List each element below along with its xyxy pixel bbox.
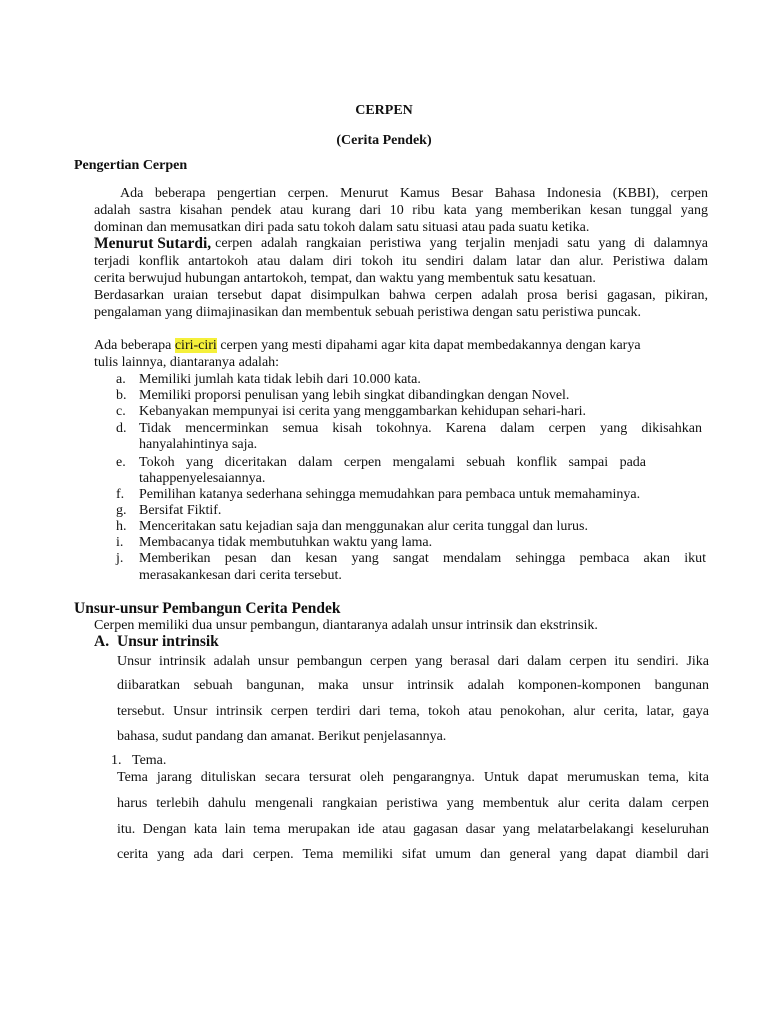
tema-line: itu. Dengan kata lain tema merupakan ide atau gagasan dasar yang melatarbelakangi keseluruhan (117, 822, 709, 837)
list-marker: d. (116, 421, 127, 436)
tema-line: cerita yang ada dari cerpen. Tema memiliki sifat umum dan general yang dapat diambil dari (117, 847, 709, 862)
tema-line: harus terlebih dahulu mengenali rangkaian peristiwa yang membentuk alur cerita dalam cerpen (117, 796, 709, 811)
tema-line: Tema jarang dituliskan secara tersurat oleh pengarangnya. Untuk dapat merumuskan tema, kita (117, 770, 709, 785)
list-item: Kebanyakan mempunyai isi cerita yang menggambarkan kehidupan sehari-hari. (139, 404, 587, 419)
list-item: Memiliki jumlah kata tidak lebih dari 10.000 kata. (139, 372, 421, 387)
list-item: Memberikan pesan dan kesan yang sangat mendalam sehingga pembaca akan ikut (139, 551, 706, 566)
intrinsik-line: diibaratkan sebuah bangunan, maka unsur intrinsik adalah komponen-komponen bangunan (117, 678, 709, 693)
list-marker: j. (116, 551, 124, 566)
para2-line: pengalaman yang diimajinasikan dan membentuk sebuah peristiwa dengan satu peristiwa puncak. (94, 305, 642, 320)
para1-line: adalah sastra kisahan pendek atau kurang dari 10 ribu kata yang memberikan kesan tunggal yang (94, 203, 708, 218)
ciri-intro-post: cerpen yang mesti dipahami agar kita dapat membedakannya dengan karya (216, 338, 641, 353)
para1-line: dominan dan memusatkan diri pada satu tokoh dalam satu situasi atau pada suatu ketika. (94, 220, 590, 235)
doc-title: CERPEN (355, 103, 413, 118)
list-item: Bersifat Fiktif. (139, 503, 222, 518)
list-marker: a. (116, 372, 126, 387)
doc-subtitle: (Cerita Pendek) (336, 133, 432, 148)
list-marker: e. (116, 455, 126, 470)
para2-line: terjadi konflik antartokoh atau dalam diri tokoh itu sendiri dalam latar dan alur. Peristiwa dalam (94, 254, 708, 269)
sutardi-line (94, 235, 708, 252)
list-item-cont: merasakankesan dari cerita tersebut. (139, 568, 342, 583)
list-marker: h. (116, 519, 127, 534)
list-item-cont: tahappenyelesaiannya. (139, 471, 266, 486)
list-item: Tidak mencerminkan semua kisah tokohnya. Karena dalam cerpen yang dikisahkan (139, 421, 702, 436)
intrinsik-line: tersebut. Unsur intrinsik cerpen terdiri dari tema, tokoh atau penokohan, alur cerita, latar, gaya (117, 704, 709, 719)
list-item: Pemilihan katanya sederhana sehingga memudahkan para pembaca untuk memahaminya. (139, 487, 641, 502)
list-marker: g. (116, 503, 127, 518)
section2-intro: Cerpen memiliki dua unsur pembangun, diantaranya adalah unsur intrinsik dan ekstrinsik. (94, 618, 598, 633)
list-item: Memiliki proporsi penulisan yang lebih singkat dibandingkan dengan Novel. (139, 388, 570, 403)
list-marker: c. (116, 404, 126, 419)
para1-line: Ada beberapa pengertian cerpen. Menurut Kamus Besar Bahasa Indonesia (KBBI), cerpen (120, 186, 708, 201)
subheading-intrinsik: Unsur intrinsik (117, 633, 219, 650)
item-tema-label: Tema. (132, 753, 167, 768)
list-item: Tokoh yang diceritakan dalam cerpen mengalami sebuah konflik sampai pada (139, 455, 646, 470)
list-marker: b. (116, 388, 127, 403)
highlighted-text: ciri-ciri (174, 338, 217, 353)
numbered-marker: 1. (111, 753, 122, 768)
list-item: Menceritakan satu kejadian saja dan menggunakan alur cerita tunggal dan lurus. (139, 519, 588, 534)
para2-line: cerita berwujud hubungan antartokoh, tempat, dan waktu yang membentuk satu kesatuan. (94, 271, 596, 286)
ciri-intro-line (94, 337, 641, 354)
sutardi-rest: cerpen adalah rangkaian peristiwa yang terjalin menjadi satu yang di dalamnya (215, 236, 708, 251)
intrinsik-line: Unsur intrinsik adalah unsur pembangun cerpen yang berasal dari dalam cerpen itu sendiri. Jika (117, 654, 709, 669)
section-heading-unsur: Unsur-unsur Pembangun Cerita Pendek (74, 600, 341, 617)
ciri-intro-line2: tulis lainnya, diantaranya adalah: (94, 355, 280, 370)
para2-line: Berdasarkan uraian tersebut dapat disimpulkan bahwa cerpen adalah prosa berisi gagasan, pikiran, (94, 288, 708, 303)
section-heading-pengertian: Pengertian Cerpen (74, 158, 188, 173)
list-marker: i. (116, 535, 124, 550)
subheading-marker: A. (94, 633, 110, 650)
list-item: Membacanya tidak membutuhkan waktu yang lama. (139, 535, 433, 550)
ciri-intro-pre: Ada beberapa (94, 338, 175, 353)
sutardi-label: Menurut Sutardi, (94, 235, 212, 252)
intrinsik-line: bahasa, sudut pandang dan amanat. Berikut penjelasannya. (117, 729, 447, 744)
list-marker: f. (116, 487, 125, 502)
list-item-cont: hanyalahintinya saja. (139, 437, 258, 452)
